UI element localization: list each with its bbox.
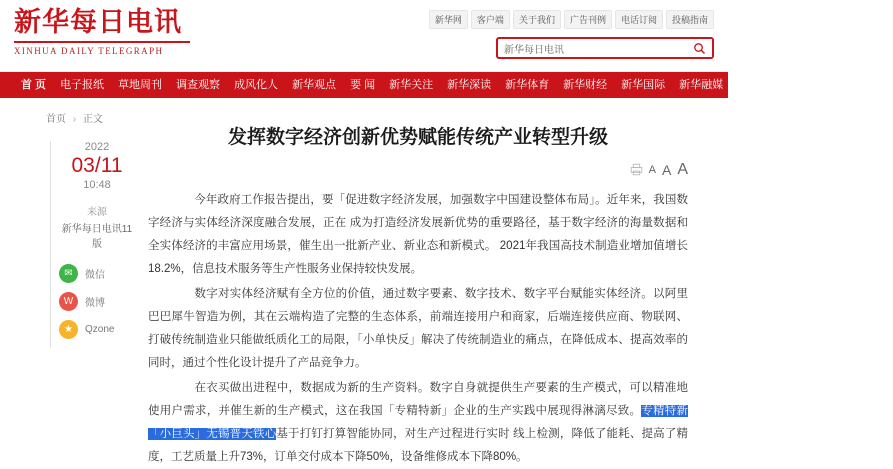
breadcrumb: [46, 110, 140, 125]
paragraph-run: 数字对实体经济赋有全方位的价值，通过数字要素、数字技术、数字平台赋能实体经济。以阿里巴巴犀牛智造为例，其在云端构造了完整的生态体系，前端连接用户和商家，后端连接供应商、物联网、打破传统制造业只能做纸质化工的局限，「小单快反」解决了传统制造业的痛点，在降低成本、提高效率的同时，通过个性化设计提升了产品竞争力。: [148, 287, 688, 369]
search-box[interactable]: [496, 37, 714, 59]
nav-item-9[interactable]: 新华体育: [505, 79, 550, 91]
breadcrumb-item-0[interactable]: 首页: [46, 114, 66, 125]
toplink-3[interactable]: 广告刊例: [564, 10, 612, 29]
top-links: [429, 10, 714, 29]
article-body: [140, 98, 728, 463]
font-size-medium[interactable]: A: [661, 161, 672, 178]
search-icon: [693, 42, 706, 55]
share-label-qzone: Qzone: [85, 324, 115, 336]
source-label: 来源: [87, 207, 107, 219]
meta-divider: [50, 141, 51, 348]
publish-time: 10:48: [83, 179, 111, 192]
nav-item-5[interactable]: 新华观点: [292, 79, 337, 91]
paragraph-run: 基于打钉打算智能协同，对生产过程进行实时: [276, 427, 510, 440]
article-paragraph-3: [148, 377, 688, 469]
brand-title-cn: 新华每日电讯: [14, 7, 182, 37]
site-header: [0, 0, 728, 72]
paragraph-run: 今年政府工作报告提出，要「促进数字经济发展，加强数字中国建设整体布局」。近年来，我国数字经济与实体经济深度融合发展，正在: [148, 193, 688, 229]
header-right: [429, 8, 714, 59]
site-brand[interactable]: [14, 8, 190, 56]
paragraph-run: 在衣买做出进程中，数据成为新的生产资料。数字自身就提供生产要素的生产模式，可以精准地使用户需求，并催生新的生产模式，这在我国「专精特新」企业的生产实践中展现得淋漓尽致。: [148, 381, 688, 417]
main-nav: [0, 72, 887, 98]
toplink-4[interactable]: 电话订阅: [615, 10, 663, 29]
publish-year: 2022: [84, 141, 110, 153]
search-button[interactable]: [686, 39, 712, 57]
page-title: 发挥数字经济创新优势赋能传统产业转型升级: [227, 127, 608, 148]
qzone-icon: ★: [59, 320, 78, 339]
source-name: 新华每日电讯11版: [61, 224, 133, 251]
brand-title-en: XINHUA DAILY TELEGRAPH: [14, 45, 164, 56]
breadcrumb-item-1: 正文: [82, 114, 103, 125]
paragraph-run: 线上检测，降低了能耗、提高了精度，工艺质量上升73%，订单交付成本下降50%，设备维修成本下降80%。: [148, 427, 689, 463]
nav-item-6[interactable]: 要 闻: [350, 79, 376, 91]
share-list: [59, 264, 135, 339]
nav-item-11[interactable]: 新华国际: [621, 79, 666, 91]
paragraph-run: 成为打造经济发展新优势的重要路径，基于数字经济的海量数据和全实体经济的丰富应用场景，催生出一批新产业、新业态和新模式。: [148, 216, 689, 252]
publish-date: [59, 141, 135, 191]
printer-icon[interactable]: [630, 163, 643, 176]
selected-text[interactable]: 专精特新「小巨头」无锡普天铁心: [148, 404, 688, 440]
nav-item-13[interactable]: 精彩专题: [737, 79, 782, 91]
article-meta: [46, 141, 140, 348]
article-paragraph-1: [148, 189, 688, 281]
nav-item-12[interactable]: 新华融媒: [679, 79, 724, 91]
brand-divider: [14, 41, 190, 43]
page-content: [0, 98, 728, 463]
share-item-wechat[interactable]: [59, 264, 135, 283]
font-size-large[interactable]: A: [677, 160, 688, 178]
nav-item-1[interactable]: 电子报纸: [60, 79, 105, 91]
toplink-2[interactable]: 关于我们: [513, 10, 561, 29]
toplink-5[interactable]: 投稿指南: [666, 10, 714, 29]
nav-item-8[interactable]: 新华深读: [447, 79, 492, 91]
nav-item-15[interactable]: 看天下: [853, 79, 887, 91]
article-paragraph-2: [148, 283, 688, 375]
nav-item-14[interactable]: 医卫健康: [795, 79, 840, 91]
article-sidebar: [0, 98, 140, 400]
nav-item-2[interactable]: 草地周刊: [118, 79, 163, 91]
toplink-1[interactable]: 客户端: [471, 10, 510, 29]
share-item-weibo[interactable]: [59, 292, 135, 311]
nav-item-10[interactable]: 新华财经: [563, 79, 608, 91]
weibo-icon: W: [59, 292, 78, 311]
nav-item-3[interactable]: 调查观察: [176, 79, 221, 91]
wechat-icon: ✉: [59, 264, 78, 283]
article-source: [59, 203, 135, 250]
toplink-0[interactable]: 新华网: [429, 10, 468, 29]
search-input[interactable]: [498, 39, 686, 57]
paragraph-run: 2021年我国高技术制造业增加值增长18.2%，信息技术服务等生产性服务业保持较快发展。: [148, 239, 688, 275]
nav-item-7[interactable]: 新华关注: [389, 79, 434, 91]
publish-month-day: 03/11: [71, 154, 123, 177]
share-label-wechat: 微信: [85, 270, 105, 282]
article-tools: [148, 161, 688, 179]
nav-item-0[interactable]: 首 页: [21, 79, 47, 91]
share-label-weibo: 微博: [85, 298, 105, 310]
font-size-small[interactable]: A: [648, 163, 656, 176]
breadcrumb-separator: ›: [72, 114, 77, 125]
share-item-qzone[interactable]: [59, 320, 135, 339]
nav-item-4[interactable]: 成风化人: [234, 79, 279, 91]
